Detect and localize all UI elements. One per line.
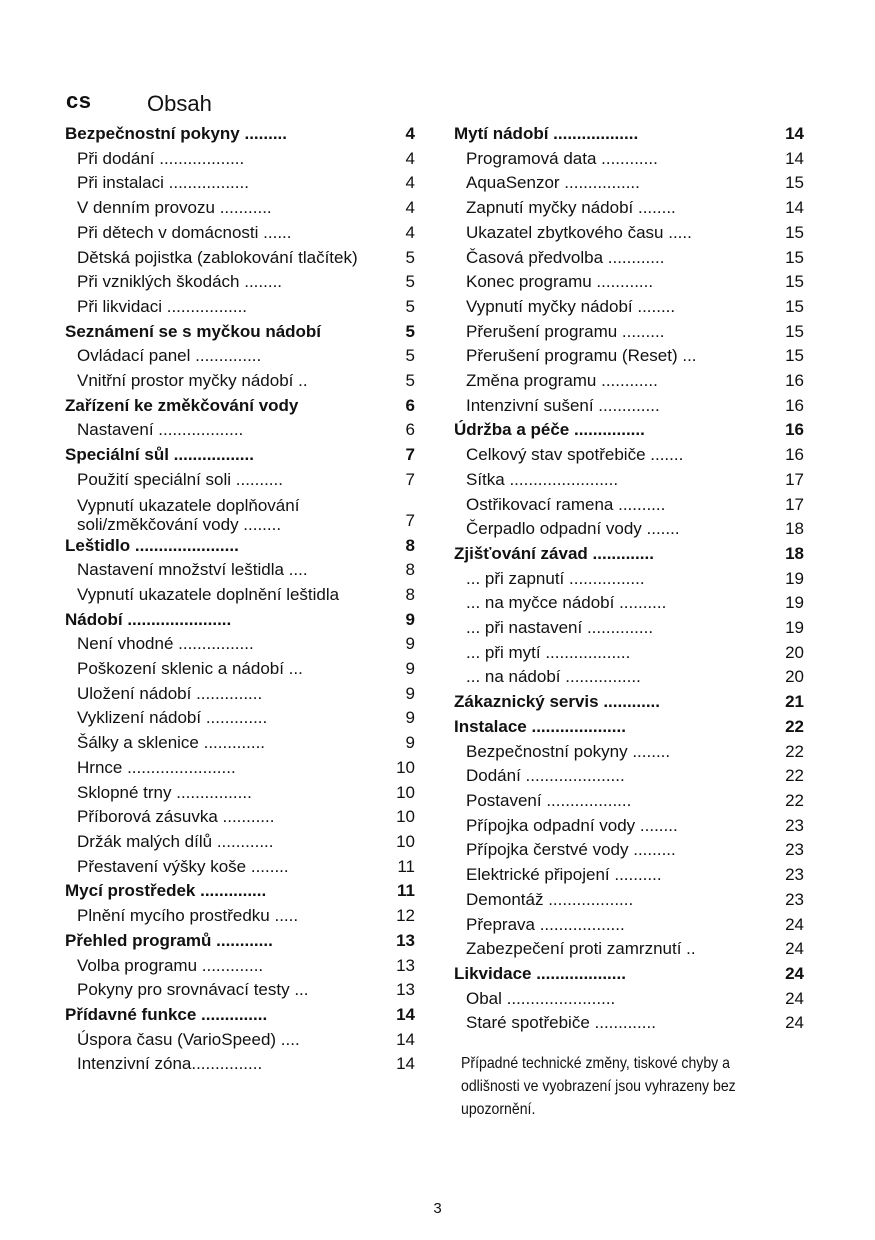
toc-entry-page: 14 bbox=[785, 124, 804, 143]
toc-subentry bbox=[454, 196, 804, 221]
toc-subentry bbox=[454, 270, 804, 295]
toc-entry-page: 5 bbox=[405, 346, 415, 366]
toc-entry-title: Konec programu ............ bbox=[466, 272, 654, 292]
toc-subentry bbox=[65, 682, 415, 707]
toc-entry-page: 9 bbox=[405, 708, 415, 728]
toc-entry-page: 23 bbox=[785, 840, 804, 860]
toc-entry-title: Postavení .................. bbox=[466, 790, 632, 810]
toc-entry-title: Leštidlo ...................... bbox=[65, 535, 239, 555]
toc-subentry bbox=[454, 443, 804, 468]
toc-entry-page: 8 bbox=[405, 535, 415, 555]
language-code: cs bbox=[66, 88, 92, 113]
toc-left-column bbox=[65, 122, 415, 1077]
toc-entry-title: Při vzniklých škodách ........ bbox=[77, 272, 283, 292]
toc-entry-page: 13 bbox=[396, 955, 415, 975]
toc-entry-page: 14 bbox=[396, 1054, 415, 1074]
toc-subentry bbox=[454, 468, 804, 493]
toc-entry-page: 19 bbox=[785, 593, 804, 613]
toc-subentry bbox=[65, 756, 415, 781]
toc-entry-title: Mytí nádobí .................. bbox=[454, 124, 639, 143]
toc-entry-page: 15 bbox=[785, 272, 804, 292]
toc-entry-title: Přeprava .................. bbox=[466, 914, 625, 934]
toc-subentry bbox=[454, 394, 804, 419]
toc-subentry bbox=[65, 632, 415, 657]
toc-subentry bbox=[454, 567, 804, 592]
toc-subentry bbox=[65, 295, 415, 320]
toc-entry-title: Nastavení .................. bbox=[77, 420, 244, 440]
toc-subentry bbox=[454, 641, 804, 666]
toc-section-entry bbox=[65, 1003, 415, 1028]
toc-entry-title: Pokyny pro srovnávací testy ... bbox=[77, 980, 309, 1000]
toc-subentry bbox=[65, 196, 415, 221]
toc-subentry bbox=[454, 493, 804, 518]
toc-entry-title: Dětská pojistka (zablokování tlačítek) bbox=[77, 247, 358, 267]
toc-subentry bbox=[65, 657, 415, 682]
toc-section-entry bbox=[65, 879, 415, 904]
toc-subentry bbox=[454, 937, 804, 962]
toc-section-entry bbox=[454, 962, 804, 987]
toc-subentry bbox=[454, 369, 804, 394]
toc-entry-title: Nastavení množství leštidla .... bbox=[77, 560, 308, 580]
toc-entry-page: 6 bbox=[405, 420, 415, 440]
toc-entry-page: 5 bbox=[405, 272, 415, 292]
toc-entry-page: 8 bbox=[405, 560, 415, 580]
toc-entry-title: Příborová zásuvka ........... bbox=[77, 807, 275, 827]
toc-section-entry bbox=[65, 394, 415, 419]
toc-entry-title: Přestavení výšky koše ........ bbox=[77, 856, 289, 876]
toc-subentry bbox=[454, 1011, 804, 1036]
toc-entry-title: Přípojka čerstvé vody ......... bbox=[466, 840, 676, 860]
toc-entry-title: Intenzivní sušení ............. bbox=[466, 395, 660, 415]
toc-entry-title: ... při nastavení .............. bbox=[466, 618, 654, 638]
toc-entry-title: Dodání ..................... bbox=[466, 766, 625, 786]
toc-subentry bbox=[454, 987, 804, 1012]
toc-entry-title: Přídavné funkce .............. bbox=[65, 1004, 268, 1024]
toc-entry-page: 20 bbox=[785, 642, 804, 662]
toc-subentry bbox=[454, 814, 804, 839]
toc-subentry bbox=[454, 838, 804, 863]
toc-entry-page: 23 bbox=[785, 889, 804, 909]
toc-entry-title: Ostřikovací ramena .......... bbox=[466, 494, 666, 514]
toc-subentry bbox=[454, 295, 804, 320]
toc-entry-page: 4 bbox=[405, 198, 415, 218]
toc-entry-page: 20 bbox=[785, 667, 804, 687]
toc-subentry bbox=[454, 863, 804, 888]
toc-entry-page: 19 bbox=[785, 618, 804, 638]
toc-entry-page: 23 bbox=[785, 815, 804, 835]
toc-subentry bbox=[65, 904, 415, 929]
toc-entry-page: 10 bbox=[396, 807, 415, 827]
toc-entry-title: Vyklizení nádobí ............. bbox=[77, 708, 268, 728]
toc-entry-page: 9 bbox=[405, 683, 415, 703]
toc-entry-title: Likvidace ................... bbox=[454, 963, 626, 983]
toc-entry-title: Mycí prostředek .............. bbox=[65, 881, 267, 901]
toc-entry-title: Držák malých dílů ............ bbox=[77, 831, 274, 851]
toc-entry-title: Vypnutí ukazatele doplnění leštidla bbox=[77, 584, 340, 604]
toc-entry-title: Vypnutí myčky nádobí ........ bbox=[466, 296, 676, 316]
toc-entry-title: Seznámení se s myčkou nádobí bbox=[65, 321, 322, 341]
toc-entry-page: 4 bbox=[405, 148, 415, 168]
toc-subentry bbox=[454, 591, 804, 616]
toc-entry-title: Hrnce ....................... bbox=[77, 757, 236, 777]
toc-subentry bbox=[454, 147, 804, 172]
toc-entry-title: V denním provozu ........... bbox=[77, 198, 272, 218]
toc-entry-page: 7 bbox=[405, 445, 415, 465]
toc-section-entry bbox=[65, 608, 415, 633]
toc-entry-page: 21 bbox=[785, 692, 804, 712]
toc-subentry bbox=[65, 171, 415, 196]
toc-entry-title: Při likvidaci ................. bbox=[77, 296, 248, 316]
toc-subentry bbox=[454, 616, 804, 641]
toc-subentry bbox=[65, 344, 415, 369]
toc-subentry bbox=[454, 913, 804, 938]
toc-entry-title: Údržba a péče ............... bbox=[454, 420, 645, 440]
toc-entry-page: 10 bbox=[396, 782, 415, 802]
toc-entry-page: 16 bbox=[785, 420, 804, 440]
toc-entry-title: Zapnutí myčky nádobí ........ bbox=[466, 198, 676, 218]
toc-entry-page: 24 bbox=[785, 1013, 804, 1033]
toc-entry-title: Zjišťování závad ............. bbox=[454, 543, 654, 563]
toc-entry-page: 14 bbox=[785, 198, 804, 218]
toc-subentry bbox=[65, 1028, 415, 1053]
toc-entry-page: 24 bbox=[785, 963, 804, 983]
toc-entry-title: Úspora času (VarioSpeed) .... bbox=[77, 1029, 300, 1049]
toc-entry-title: Přerušení programu ......... bbox=[466, 321, 665, 341]
toc-entry-page: 16 bbox=[785, 371, 804, 391]
toc-entry-title: Sítka ....................... bbox=[466, 469, 619, 489]
toc-subentry bbox=[65, 830, 415, 855]
toc-entry-title: Poškození sklenic a nádobí ... bbox=[77, 659, 303, 679]
toc-entry-title: Programová data ............ bbox=[466, 148, 658, 168]
toc-entry-title: AquaSenzor ................ bbox=[466, 173, 640, 193]
toc-entry-title: Speciální sůl ................. bbox=[65, 445, 254, 465]
toc-section-entry bbox=[65, 929, 415, 954]
toc-subentry bbox=[454, 764, 804, 789]
toc-section-entry bbox=[65, 534, 415, 559]
toc-subentry bbox=[454, 517, 804, 542]
toc-entry-title: Časová předvolba ............ bbox=[466, 247, 665, 267]
toc-entry-page: 13 bbox=[396, 930, 415, 950]
toc-entry-page: 11 bbox=[397, 881, 415, 901]
toc-entry-page: 22 bbox=[785, 766, 804, 786]
toc-subentry bbox=[65, 246, 415, 271]
toc-subentry bbox=[65, 781, 415, 806]
toc-subentry bbox=[65, 706, 415, 731]
toc-entry-page: 22 bbox=[785, 741, 804, 761]
toc-entry-page: 14 bbox=[396, 1004, 415, 1024]
toc-entry-page: 9 bbox=[405, 733, 415, 753]
toc-entry-title: ... při mytí .................. bbox=[466, 642, 631, 662]
toc-entry-title: Sklopné trny ................ bbox=[77, 782, 252, 802]
toc-subentry bbox=[65, 558, 415, 583]
toc-subentry bbox=[454, 344, 804, 369]
toc-entry-title: Zařízení ke změkčování vody bbox=[65, 395, 299, 415]
toc-subentry bbox=[65, 583, 415, 608]
toc-entry-page: 17 bbox=[785, 469, 804, 489]
toc-entry-title: Vypnutí ukazatele doplňování soli/změkčování vody ........ bbox=[77, 495, 300, 534]
toc-subentry bbox=[454, 740, 804, 765]
toc-entry-page: 7 bbox=[405, 469, 415, 489]
toc-entry-title: Instalace .................... bbox=[454, 716, 626, 736]
toc-section-entry bbox=[454, 542, 804, 567]
toc-entry-title: Bezpečnostní pokyny ......... bbox=[65, 124, 287, 143]
toc-section-entry bbox=[65, 443, 415, 468]
toc-entry-title: Obal ....................... bbox=[466, 988, 616, 1008]
toc-entry-page: 5 bbox=[405, 321, 415, 341]
toc-section-entry bbox=[454, 418, 804, 443]
toc-subentry bbox=[65, 805, 415, 830]
toc-entry-page: 6 bbox=[405, 395, 415, 415]
toc-subentry bbox=[454, 789, 804, 814]
toc-entry-page: 9 bbox=[405, 609, 415, 629]
toc-entry-title: Šálky a sklenice ............. bbox=[77, 733, 266, 753]
toc-entry-title: Přehled programů ............ bbox=[65, 930, 273, 950]
toc-entry-title: ... na nádobí ................ bbox=[466, 667, 641, 687]
toc-entry-page: 15 bbox=[785, 173, 804, 193]
toc-subentry bbox=[65, 855, 415, 880]
toc-entry-page: 22 bbox=[785, 716, 804, 736]
toc-entry-page: 15 bbox=[785, 222, 804, 242]
toc-entry-page: 13 bbox=[396, 980, 415, 1000]
toc-entry-title: Čerpadlo odpadní vody ....... bbox=[466, 519, 680, 539]
toc-entry-title: Přerušení programu (Reset) ... bbox=[466, 346, 697, 366]
toc-subentry bbox=[65, 147, 415, 172]
toc-entry-page: 18 bbox=[785, 519, 804, 539]
toc-subentry bbox=[65, 270, 415, 295]
toc-entry-title: Zákaznický servis ............ bbox=[454, 692, 661, 712]
toc-subentry bbox=[65, 731, 415, 756]
page-title: Obsah bbox=[147, 91, 212, 116]
toc-subentry bbox=[65, 954, 415, 979]
toc-entry-page: 15 bbox=[785, 346, 804, 366]
toc-entry-title: Ukazatel zbytkového času ..... bbox=[466, 222, 692, 242]
toc-entry-title: Elektrické připojení .......... bbox=[466, 865, 662, 885]
toc-entry-title: Intenzivní zóna............... bbox=[77, 1054, 263, 1074]
toc-entry-page: 12 bbox=[396, 906, 415, 926]
toc-entry-page: 10 bbox=[396, 831, 415, 851]
toc-entry-page: 24 bbox=[785, 939, 804, 959]
toc-entry-page: 19 bbox=[785, 568, 804, 588]
toc-entry-title: Volba programu ............. bbox=[77, 955, 264, 975]
toc-subentry bbox=[454, 888, 804, 913]
toc-entry-page: 17 bbox=[785, 494, 804, 514]
toc-entry-page: 16 bbox=[785, 395, 804, 415]
toc-entry-page: 4 bbox=[405, 222, 415, 242]
toc-subentry bbox=[65, 1052, 415, 1077]
toc-subentry bbox=[65, 369, 415, 394]
toc-entry-page: 24 bbox=[785, 988, 804, 1008]
toc-subentry bbox=[65, 221, 415, 246]
toc-entry-page: 14 bbox=[785, 148, 804, 168]
toc-section-entry bbox=[65, 320, 415, 345]
toc-entry-page: 10 bbox=[396, 757, 415, 777]
toc-entry-title: Při dodání .................. bbox=[77, 148, 245, 168]
toc-entry-page: 23 bbox=[785, 865, 804, 885]
toc-entry-title: Demontáž .................. bbox=[466, 889, 634, 909]
toc-entry-title: Staré spotřebiče ............. bbox=[466, 1013, 656, 1033]
toc-entry-page: 4 bbox=[405, 173, 415, 193]
toc-entry-page: 8 bbox=[405, 584, 415, 604]
toc-entry-title: ... při zapnutí ................ bbox=[466, 568, 645, 588]
toc-entry-page: 11 bbox=[397, 856, 415, 876]
toc-entry-page: 15 bbox=[785, 296, 804, 316]
toc-subentry bbox=[65, 978, 415, 1003]
toc-entry-page: 5 bbox=[405, 296, 415, 316]
toc-entry-page: 9 bbox=[405, 659, 415, 679]
toc-subentry bbox=[454, 171, 804, 196]
toc-entry-page: 4 bbox=[405, 124, 415, 143]
toc-entry-page: 5 bbox=[405, 247, 415, 267]
toc-right-column bbox=[454, 122, 804, 1036]
toc-entry-title: Ovládací panel .............. bbox=[77, 346, 262, 366]
toc-subentry bbox=[454, 246, 804, 271]
toc-entry-title: Uložení nádobí .............. bbox=[77, 683, 263, 703]
toc-section-entry bbox=[454, 690, 804, 715]
toc-entry-title: Nádobí ...................... bbox=[65, 609, 232, 629]
page-number: 3 bbox=[433, 1200, 442, 1217]
toc-entry-page: 15 bbox=[785, 247, 804, 267]
toc-subentry bbox=[65, 418, 415, 443]
toc-section-entry bbox=[454, 715, 804, 740]
disclaimer-note: Případné technické změny, tiskové chyby a odlišnosti ve vyobrazení jsou vyhrazeny bez upozornění. bbox=[461, 1055, 736, 1118]
toc-entry-page: 14 bbox=[396, 1029, 415, 1049]
toc-entry-page: 9 bbox=[405, 634, 415, 654]
toc-entry-title: Změna programu ............ bbox=[466, 371, 658, 391]
toc-entry-page: 18 bbox=[785, 543, 804, 563]
toc-subentry bbox=[454, 665, 804, 690]
toc-section-entry bbox=[65, 122, 415, 147]
toc-entry-page: 22 bbox=[785, 790, 804, 810]
toc-subentry bbox=[454, 221, 804, 246]
toc-entry-title: Vnitřní prostor myčky nádobí .. bbox=[77, 371, 308, 391]
toc-subentry bbox=[65, 468, 415, 493]
toc-entry-title: Zabezpečení proti zamrznutí .. bbox=[466, 939, 696, 959]
toc-entry-title: Při dětech v domácnosti ...... bbox=[77, 222, 292, 242]
toc-section-entry bbox=[454, 122, 804, 147]
toc-subentry bbox=[65, 493, 415, 534]
toc-entry-title: ... na myčce nádobí .......... bbox=[466, 593, 667, 613]
toc-entry-title: Celkový stav spotřebiče ....... bbox=[466, 445, 684, 465]
toc-entry-title: Při instalaci ................. bbox=[77, 173, 249, 193]
toc-entry-page: 5 bbox=[405, 371, 415, 391]
toc-subentry bbox=[454, 320, 804, 345]
toc-entry-page: 15 bbox=[785, 321, 804, 341]
toc-entry-title: Bezpečnostní pokyny ........ bbox=[466, 741, 671, 761]
toc-entry-page: 7 bbox=[405, 510, 415, 530]
toc-entry-title: Není vhodné ................ bbox=[77, 634, 254, 654]
toc-entry-page: 24 bbox=[785, 914, 804, 934]
toc-entry-title: Plnění mycího prostředku ..... bbox=[77, 906, 299, 926]
toc-entry-page: 16 bbox=[785, 445, 804, 465]
toc-entry-title: Přípojka odpadní vody ........ bbox=[466, 815, 678, 835]
toc-entry-title: Použití speciální soli .......... bbox=[77, 469, 283, 489]
